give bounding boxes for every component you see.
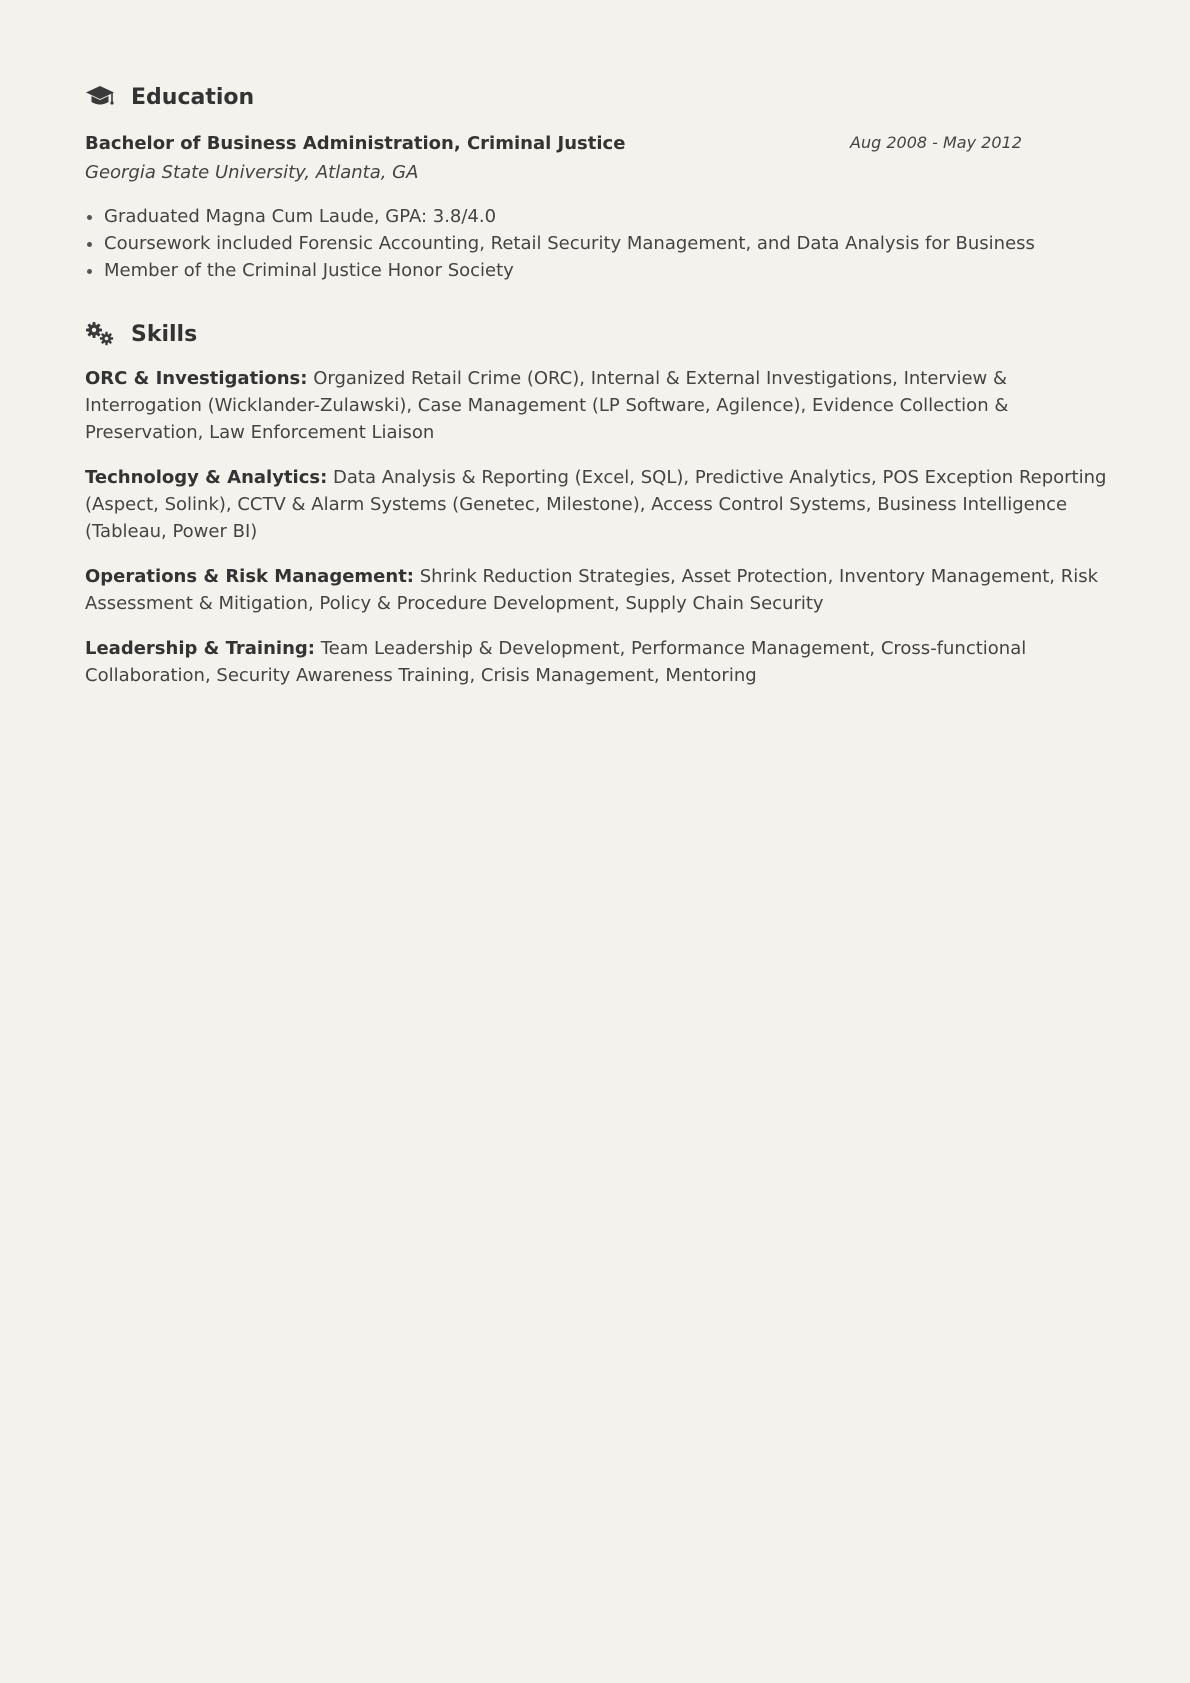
skill-category-label: Technology & Analytics: [85,467,328,488]
list-item [85,230,1105,257]
list-item-text: Member of the Criminal Justice Honor Society [104,260,514,281]
education-entry [85,128,1105,284]
skills-title: Skills [131,321,198,347]
education-bullets [85,203,1105,284]
skills-header [85,315,1105,353]
graduation-cap-icon [85,82,115,112]
education-title: Education [131,84,255,110]
list-item-text: Coursework included Forensic Accounting, Retail Security Management, and Data Analysis for Business [104,233,1035,254]
skill-category-text: Shrink Reduction Strategies, Asset Protection, Inventory Management, Risk Assessment & Mitigation, Policy & Procedure Development, Supply Chain Security [85,566,1099,614]
skills-section [85,315,1105,689]
skill-category-text: Team Leadership & Development, Performance Management, Cross-functional Collaboration, Security Awareness Training, Crisis Management, Mentoring [85,638,1027,686]
skill-category [85,464,1110,545]
skills-list [85,365,1105,689]
skill-category [85,563,1110,617]
skill-category-label: ORC & Investigations: [85,368,308,389]
skill-category [85,365,1110,446]
gears-icon [85,319,115,349]
skill-category [85,635,1110,689]
skill-category-label: Leadership & Training: [85,638,315,659]
list-item-text: Graduated Magna Cum Laude, GPA: 3.8/4.0 [104,206,497,227]
resume-page [85,78,1105,700]
education-header [85,78,1105,116]
list-item [85,257,1105,284]
bullet-dot-icon [87,269,92,274]
skill-category-text: Data Analysis & Reporting (Excel, SQL), Predictive Analytics, POS Exception Reporting (Aspect, Solink), CCTV & Alarm Systems (Genetec, Milestone), Access Control Systems, Business Intelligence (Tableau, Power BI) [85,467,1107,542]
education-dates: Aug 2008 - May 2012 [850,133,1022,152]
list-item [85,203,1105,230]
skill-category-label: Operations & Risk Management: [85,566,414,587]
education-section [85,78,1105,284]
school-name: Georgia State University, Atlanta, GA [85,162,419,183]
bullet-dot-icon [87,215,92,220]
degree-title: Bachelor of Business Administration, Criminal Justice [85,133,626,154]
skill-category-text: Organized Retail Crime (ORC), Internal & External Investigations, Interview & Interrogation (Wicklander-Zulawski), Case Management (LP Software, Agilence), Evidence Collection & Preservation, Law Enforcement Liaison [85,368,1009,443]
bullet-dot-icon [87,242,92,247]
